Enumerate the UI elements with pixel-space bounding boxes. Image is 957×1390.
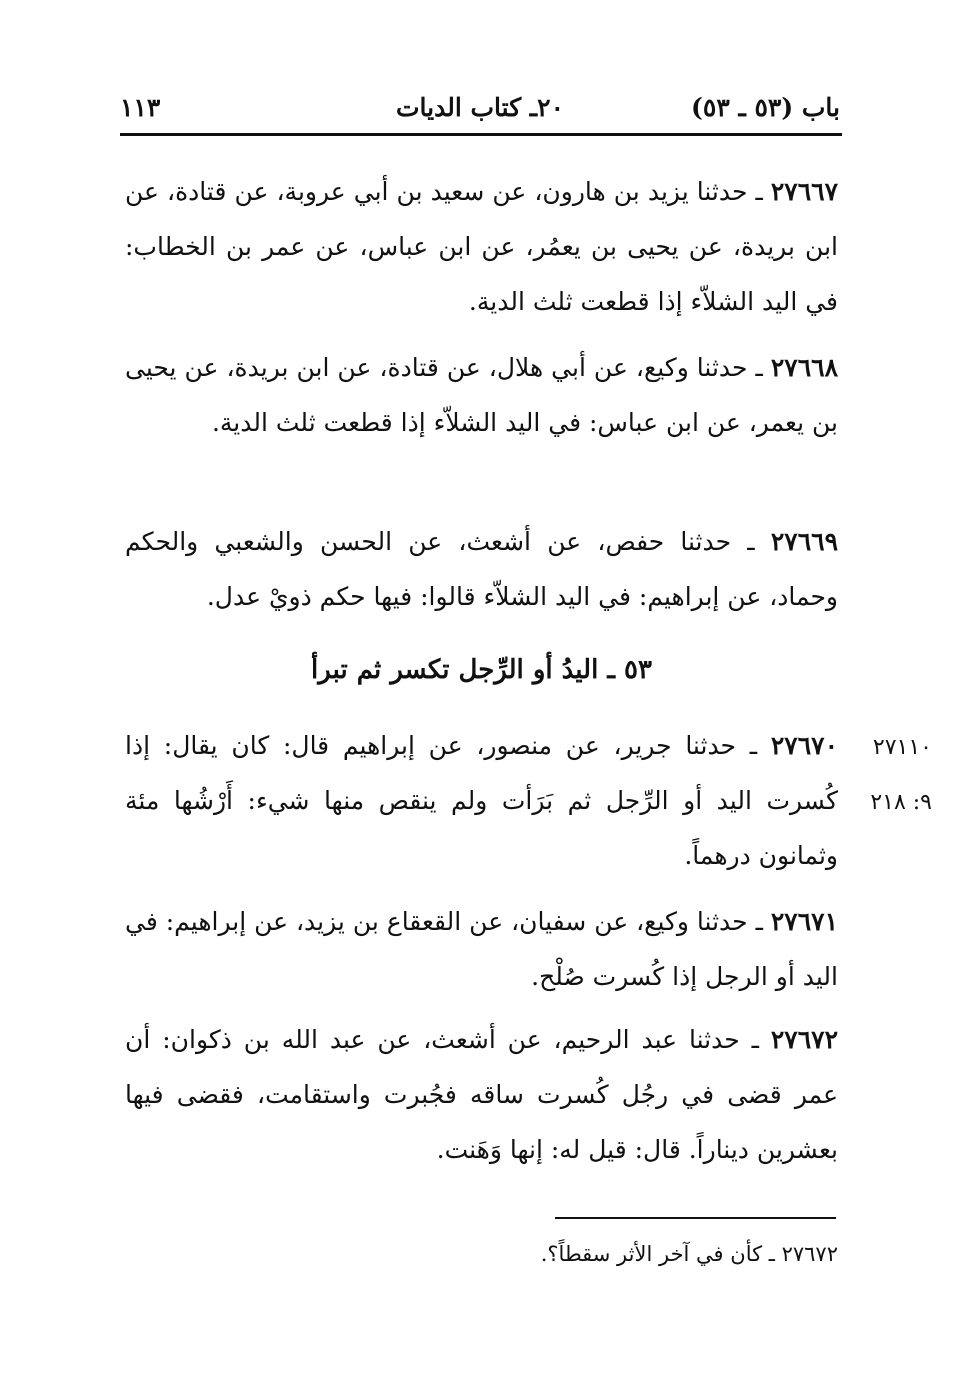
hadith-paragraph bbox=[125, 894, 838, 1004]
hadith-text: ـ حدثنا عبد الرحيم، عن أشعث، عن عبد الله بن ذكوان: أن عمر قضى في رجُل كُسرت ساقه فجُبرت واستقامت، فقضى فيها بعشرين ديناراً. قال: قيل له: إنها وَهَنت. bbox=[125, 1025, 838, 1164]
hadith-number: ٢٧٦٦٧ bbox=[770, 177, 838, 206]
hadith-number: ٢٧٦٧٢ bbox=[770, 1025, 838, 1054]
page-number: ١١٣ bbox=[120, 93, 161, 122]
hadith-text: ـ حدثنا حفص، عن أشعث، عن الحسن والشعبي والحكم وحماد، عن إبراهيم: في اليد الشلاّء قالوا: فيها حكم ذويْ عدل. bbox=[125, 527, 838, 611]
hadith-text: ـ حدثنا يزيد بن هارون، عن سعيد بن أبي عروبة، عن قتادة، عن ابن بريدة، عن يحيى بن يعمُر، عن ابن عباس، عن عمر بن الخطاب: في اليد الشلاّء إذا قطعت ثلث الدية. bbox=[125, 177, 838, 316]
footnote-separator bbox=[555, 1217, 836, 1219]
header-rule bbox=[120, 133, 842, 136]
margin-cross-reference: ٢٧١١٠ bbox=[872, 735, 932, 760]
hadith-number: ٢٧٦٧١ bbox=[770, 907, 838, 936]
hadith-text: ـ حدثنا وكيع، عن أبي هلال، عن قتادة، عن ابن بريدة، عن يحيى بن يعمر، عن ابن عباس: في اليد الشلاّء إذا قطعت ثلث الدية. bbox=[125, 353, 838, 437]
hadith-paragraph bbox=[125, 340, 838, 450]
hadith-text: ـ حدثنا وكيع، عن سفيان، عن القعقاع بن يزيد، عن إبراهيم: في اليد أو الرجل إذا كُسرت صُلْح. bbox=[124, 907, 838, 991]
hadith-paragraph bbox=[125, 164, 838, 329]
margin-cross-reference: ٩: ٢١٨ bbox=[870, 790, 932, 815]
hadith-paragraph bbox=[125, 718, 838, 883]
hadith-paragraph bbox=[125, 514, 838, 624]
footnote: ٢٧٦٧٢ ـ كأن في آخر الأثر سقطاً؟. bbox=[540, 1242, 838, 1266]
hadith-text: ـ حدثنا جرير، عن منصور، عن إبراهيم قال: كان يقال: إذا كُسرت اليد أو الرِّجل ثم بَرَأت ولم ينقص منها شيء: أَرْشُها مئة وثمانون درهماً. bbox=[125, 731, 838, 870]
header-chapter-range: باب (٥٣ ـ ٥٣) bbox=[691, 93, 840, 122]
hadith-paragraph bbox=[125, 1012, 838, 1177]
header-book-title: ٢٠ـ كتاب الديات bbox=[396, 93, 564, 122]
hadith-number: ٢٧٦٦٩ bbox=[770, 527, 838, 556]
hadith-number: ٢٧٦٧٠ bbox=[770, 731, 839, 760]
section-heading: ٥٣ ـ اليدُ أو الرِّجل تكسر ثم تبرأ bbox=[311, 655, 652, 685]
running-header bbox=[120, 88, 840, 128]
hadith-number: ٢٧٦٦٨ bbox=[770, 353, 839, 382]
